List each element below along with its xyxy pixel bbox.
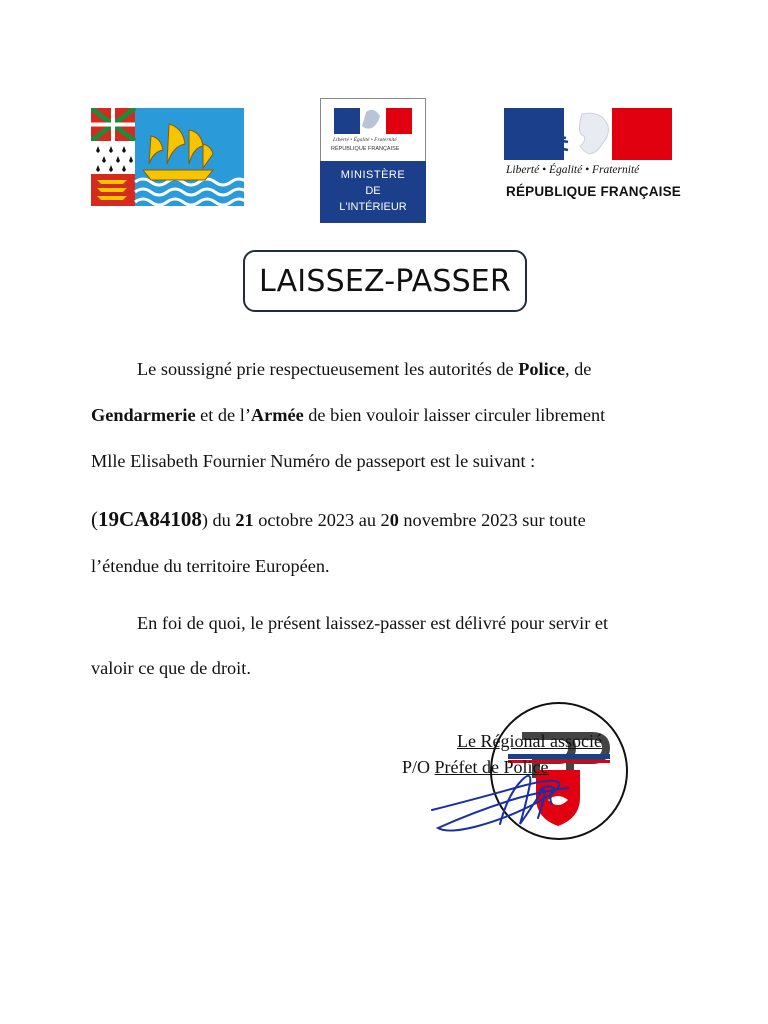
signatory-title: Le Régional associé [457, 731, 602, 751]
ministere-line3: L'INTÉRIEUR [339, 201, 407, 213]
paragraph-2-line-2: l’étendue du territoire Européen. [91, 556, 330, 576]
marianne-republic: RÉPUBLIQUE FRANÇAISE [506, 184, 682, 199]
title-box [243, 250, 527, 312]
saint-pierre-miquelon-flag [91, 108, 244, 206]
text-span: ) du [201, 510, 236, 530]
paragraph-1-line-3: Mlle Elisabeth Fournier Numéro de passeport est le suivant : [91, 451, 536, 471]
ministere-line1: MINISTÈRE [340, 169, 406, 181]
ministere-republic: RÉPUBLIQUE FRANÇAISE [331, 146, 400, 152]
bold-police: Police [518, 359, 565, 379]
passport-number: 19CA84108 [98, 507, 202, 531]
end-day-digit: 0 [389, 510, 399, 530]
paragraph-2-line-1 [91, 507, 586, 532]
text-span: Le soussigné prie respectueusement les autorités de [137, 359, 519, 379]
bold-armee: Armée [250, 405, 304, 425]
document-title: LAISSEZ-PASSER [258, 263, 512, 299]
text-span: de bien vouloir laisser circuler librement [303, 405, 606, 425]
text-span: novembre 2023 sur toute [398, 510, 586, 530]
text-span: , de [564, 359, 592, 379]
marianne-motto: Liberté • Égalité • Fraternité [506, 164, 640, 176]
text-span: ( [91, 507, 98, 531]
prefet-de-police: Préfet de Police [434, 757, 549, 777]
paragraph-1-line-2 [91, 405, 605, 426]
text-span: octobre 2023 au 2 [253, 510, 390, 530]
paragraph-3-line-1: En foi de quoi, le présent laissez-passer est délivré pour servir et [137, 613, 609, 633]
text-span: et de l’ [195, 405, 251, 425]
ministere-motto: Liberté • Égalité • Fraternité [333, 137, 397, 143]
text-span: P/O [402, 757, 435, 777]
handwritten-signature [430, 760, 620, 850]
paragraph-1-line-1 [137, 359, 591, 380]
paragraph-3-line-2: valoir ce que de droit. [91, 658, 251, 678]
start-day: 21 [235, 510, 254, 530]
ministere-line2: DE [365, 185, 381, 197]
bold-gendarmerie: Gendarmerie [91, 405, 196, 425]
